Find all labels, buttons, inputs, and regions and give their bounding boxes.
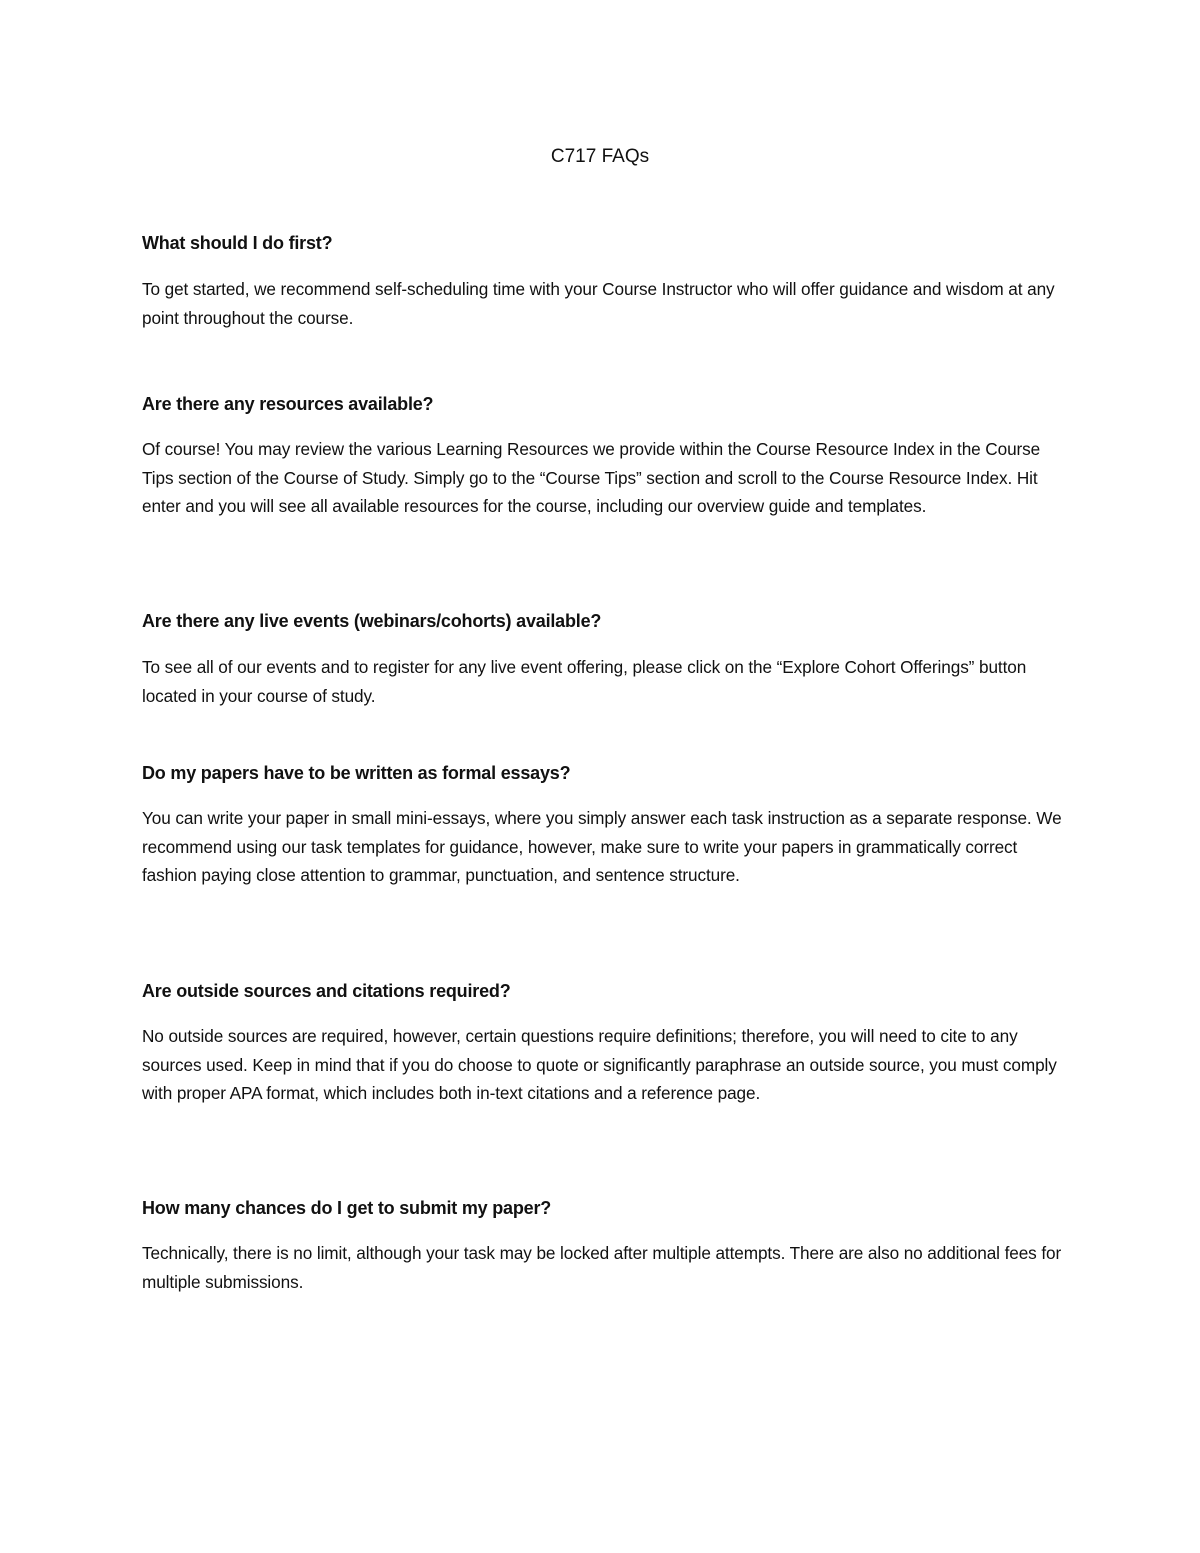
faq-question-6: How many chances do I get to submit my paper? <box>142 1198 552 1218</box>
faq-question-4: Do my papers have to be written as formal essays? <box>142 763 571 783</box>
faq-question-5: Are outside sources and citations required? <box>142 981 511 1001</box>
faq-answer-2: Of course! You may review the various Learning Resources we provide within the Course Resource Index in the Course Tips section of the Course of Study. Simply go to the “Course Tips” section and scroll to the Course Resource Index. Hit enter and you will see all available resources for the course, including our overview guide and templates. <box>142 439 1041 516</box>
faq-answer-6: Technically, there is no limit, although your task may be locked after multiple attempts. There are also no additional fees for multiple submissions. <box>142 1243 1062 1292</box>
faq-answer-5: No outside sources are required, however, certain questions require definitions; therefore, you will need to cite to any sources used. Keep in mind that if you do choose to quote or significantly paraphrase an outside source, you must comply with proper APA format, which includes both in-text citations and a reference page. <box>142 1026 1057 1103</box>
faq-question-1: What should I do first? <box>142 233 333 253</box>
faq-answer-1: To get started, we recommend self-scheduling time with your Course Instructor who will offer guidance and wisdom at any point throughout the course. <box>142 279 1055 328</box>
document-title: C717 FAQs <box>550 146 650 167</box>
faq-question-2: Are there any resources available? <box>142 394 434 414</box>
faq-question-3: Are there any live events (webinars/cohorts) available? <box>142 611 602 631</box>
faq-answer-4: You can write your paper in small mini-essays, where you simply answer each task instruction as a separate response. We recommend using our task templates for guidance, however, make sure to write your papers in grammatically correct fashion paying close attention to grammar, punctuation, and sentence structure. <box>142 808 1062 885</box>
faq-answer-3: To see all of our events and to register for any live event offering, please click on the “Explore Cohort Offerings” button located in your course of study. <box>142 657 1027 706</box>
